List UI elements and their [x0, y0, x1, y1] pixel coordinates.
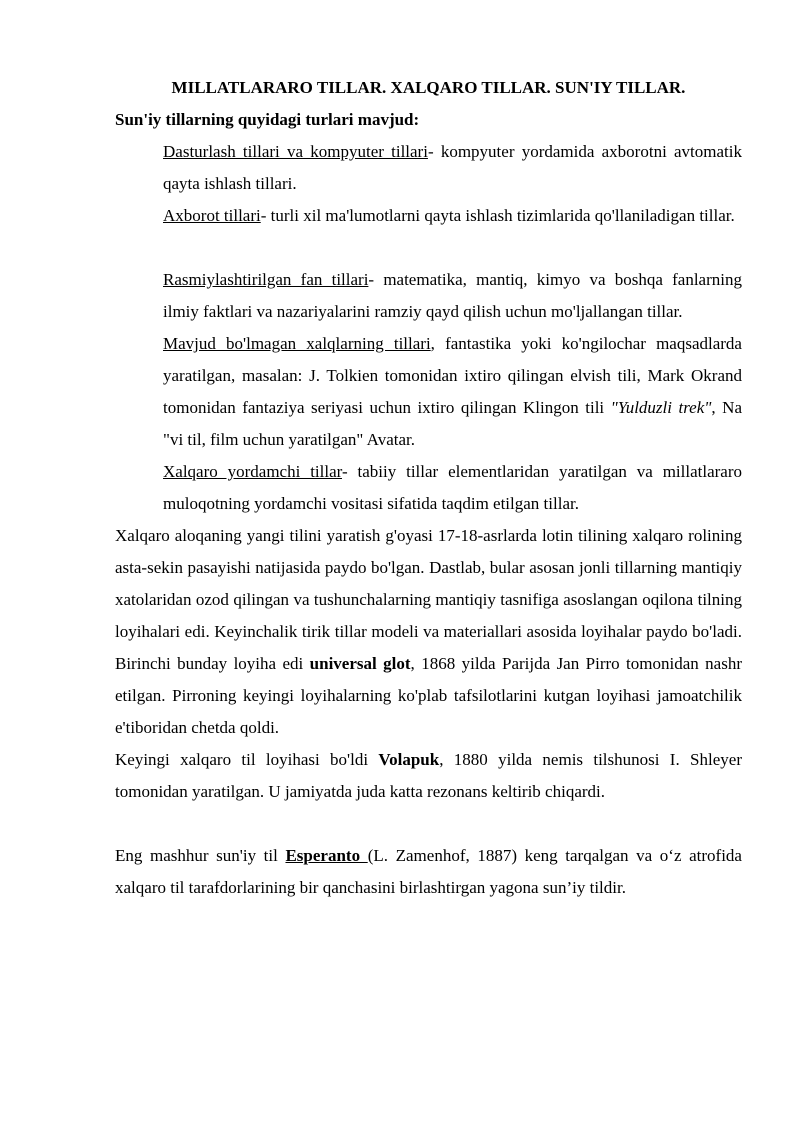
paragraph-text: Keyingi xalqaro til loyihasi bo'ldi — [115, 750, 379, 769]
esperanto-link[interactable]: Esperanto — [285, 846, 368, 865]
page-title: MILLATLARARO TILLAR. XALQARO TILLAR. SUN'IY TILLAR. — [171, 78, 686, 97]
item-term: Rasmiylashtirilgan fan tillari — [163, 270, 369, 289]
section-subtitle: Sun'iy tillarning quyidagi turlari mavjud: — [115, 110, 420, 129]
paragraph-history — [115, 520, 742, 744]
item-term: Mavjud bo'lmagan xalqlarning tillari — [163, 334, 431, 353]
list-item-information-languages — [163, 200, 742, 232]
item-text: - kompyuter yordamida axborotni avtomatik qayta ishlash tillari. — [163, 142, 742, 193]
blank-line — [115, 808, 742, 840]
item-text: - matematika, mantiq, kimyo va boshqa fanlarning ilmiy faktlari va nazariyalarini ramziy qayd qilish uchun mo'ljallangan tillar. — [163, 270, 742, 321]
item-term: Axborot tillari — [163, 206, 261, 225]
list-item-auxiliary-languages — [163, 456, 742, 520]
item-italic-title: "Yulduzli trek" — [610, 398, 712, 417]
list-item-programming-languages — [163, 136, 742, 200]
list-item-formal-science-languages — [163, 264, 742, 328]
term-universal-glot: universal glot — [309, 654, 411, 673]
paragraph-esperanto — [115, 840, 742, 904]
paragraph-text-end: , 1868 yilda Parijda Jan Pirro tomonidan nashr etilgan. Pirroning keyingi loyihalarning ko'plab tafsilotlarini kutgan loyihasi jamoatchilik e'tiboridan chetda qoldi. — [115, 654, 742, 737]
paragraph-volapuk — [115, 744, 742, 808]
paragraph-text: Xalqaro aloqaning yangi tilini yaratish g'oyasi 17-18-asrlarda lotin tilining xalqaro rolining asta-sekin pasayishi natijasida paydo bo'lgan. Dastlab, bular asosan jonli tillarning mantiqiy xatolaridan ozod qilingan va tushunchalarning mantiqiy tasnifiga asoslangan oqilona tilning loyihalari edi. Keyinchalik tirik tillar modeli va materiallari asosida loyihalar paydo bo'ladi. Birinchi bunday loyiha edi — [115, 526, 742, 673]
document-page — [115, 72, 742, 904]
item-text: , fantastika yoki ko'ngilochar maqsadlarda yaratilgan, masalan: J. Tolkien tomonidan ixtiro qilingan elvish tili, Mark Okrand tomonidan fantaziya seriyasi uchun ixtiro qilingan Klingon tili — [163, 334, 742, 417]
item-term: Xalqaro yordamchi tillar — [163, 462, 342, 481]
item-term: Dasturlash tillari va kompyuter tillari — [163, 142, 428, 161]
item-text: - tabiiy tillar elementlaridan yaratilgan va millatlararo muloqotning yordamchi vositasi sifatida taqdim etilgan tillar. — [163, 462, 742, 513]
term-volapuk: Volapuk — [378, 750, 440, 769]
paragraph-text: Eng mashhur sun'iy til — [115, 846, 286, 865]
item-text-end: , Na "vi til, film uchun yaratilgan" Avatar. — [163, 398, 742, 449]
paragraph-text-end: (L. Zamenhof, 1887) keng tarqalgan va o‘z atrofida xalqaro til tarafdorlarining bir qanchasini birlashtirgan yagona sun’iy tildir. — [115, 846, 742, 897]
paragraph-text-end: , 1880 yilda nemis tilshunosi I. Shleyer tomonidan yaratilgan. U jamiyatda juda katta rezonans keltirib chiqardi. — [115, 750, 742, 801]
list-item-fictional-languages — [163, 328, 742, 456]
blank-line — [115, 232, 742, 264]
item-text: - turli xil ma'lumotlarni qayta ishlash tizimlarida qo'llaniladigan tillar. — [260, 206, 735, 225]
